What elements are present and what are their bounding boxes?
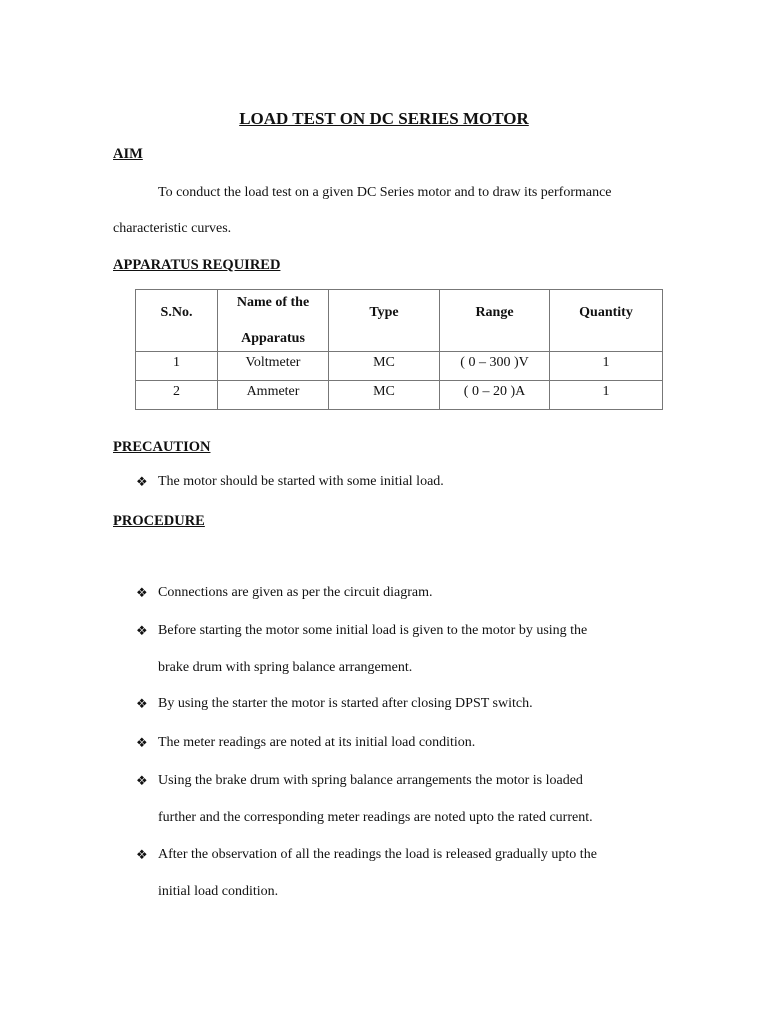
procedure-item-line2: further and the corresponding meter readings are noted upto the rated current.: [158, 810, 593, 825]
col-header-type: Type: [329, 290, 440, 352]
table-row: [136, 381, 663, 410]
procedure-item-line2: initial load condition.: [158, 884, 279, 899]
col-header-range: Range: [440, 290, 550, 352]
bullet-icon: ❖: [136, 847, 148, 862]
procedure-item-line2: brake drum with spring balance arrangement.: [158, 660, 413, 675]
precaution-item: The motor should be started with some initial load.: [158, 474, 444, 489]
apparatus-heading: APPARATUS REQUIRED: [113, 257, 281, 273]
table-cell-type: MC: [329, 381, 440, 410]
precaution-heading: PRECAUTION: [113, 439, 211, 455]
procedure-item-line1: Connections are given as per the circuit diagram.: [158, 585, 433, 600]
procedure-heading: PROCEDURE: [113, 513, 205, 529]
table-cell-quantity: 1: [550, 352, 663, 381]
bullet-icon: ❖: [136, 696, 148, 711]
col-header-name-line1: Name of the: [236, 295, 310, 310]
col-header-sno: S.No.: [136, 290, 218, 352]
aim-text-line1: To conduct the load test on a given DC Series motor and to draw its performance: [158, 185, 612, 200]
col-header-name: [218, 290, 329, 352]
bullet-icon: ❖: [136, 735, 148, 750]
bullet-icon: ❖: [136, 585, 148, 600]
col-header-quantity: Quantity: [550, 290, 663, 352]
aim-text-line2: characteristic curves.: [113, 221, 232, 236]
procedure-item-line1: Using the brake drum with spring balance arrangements the motor is loaded: [158, 773, 583, 788]
procedure-item-line1: The meter readings are noted at its initial load condition.: [158, 735, 476, 750]
table-cell-name: Ammeter: [218, 381, 329, 410]
table-header-row: [136, 290, 663, 352]
apparatus-table: [135, 289, 663, 410]
col-header-name-line2: Apparatus: [241, 331, 305, 346]
procedure-item-line1: Before starting the motor some initial load is given to the motor by using the: [158, 623, 588, 638]
bullet-icon: ❖: [136, 623, 148, 638]
procedure-item-line1: By using the starter the motor is started after closing DPST switch.: [158, 696, 533, 711]
table-cell-name: Voltmeter: [218, 352, 329, 381]
table-row: [136, 352, 663, 381]
table-cell-range: ( 0 – 20 )A: [440, 381, 550, 410]
bullet-icon: ❖: [136, 474, 148, 489]
table-cell-range: ( 0 – 300 )V: [440, 352, 550, 381]
table-cell-type: MC: [329, 352, 440, 381]
page-title: LOAD TEST ON DC SERIES MOTOR: [239, 109, 529, 128]
table-cell-sno: 2: [136, 381, 218, 410]
aim-heading: AIM: [113, 146, 143, 162]
procedure-item-line1: After the observation of all the readings the load is released gradually upto the: [158, 847, 597, 862]
table-cell-quantity: 1: [550, 381, 663, 410]
bullet-icon: ❖: [136, 773, 148, 788]
table-cell-sno: 1: [136, 352, 218, 381]
